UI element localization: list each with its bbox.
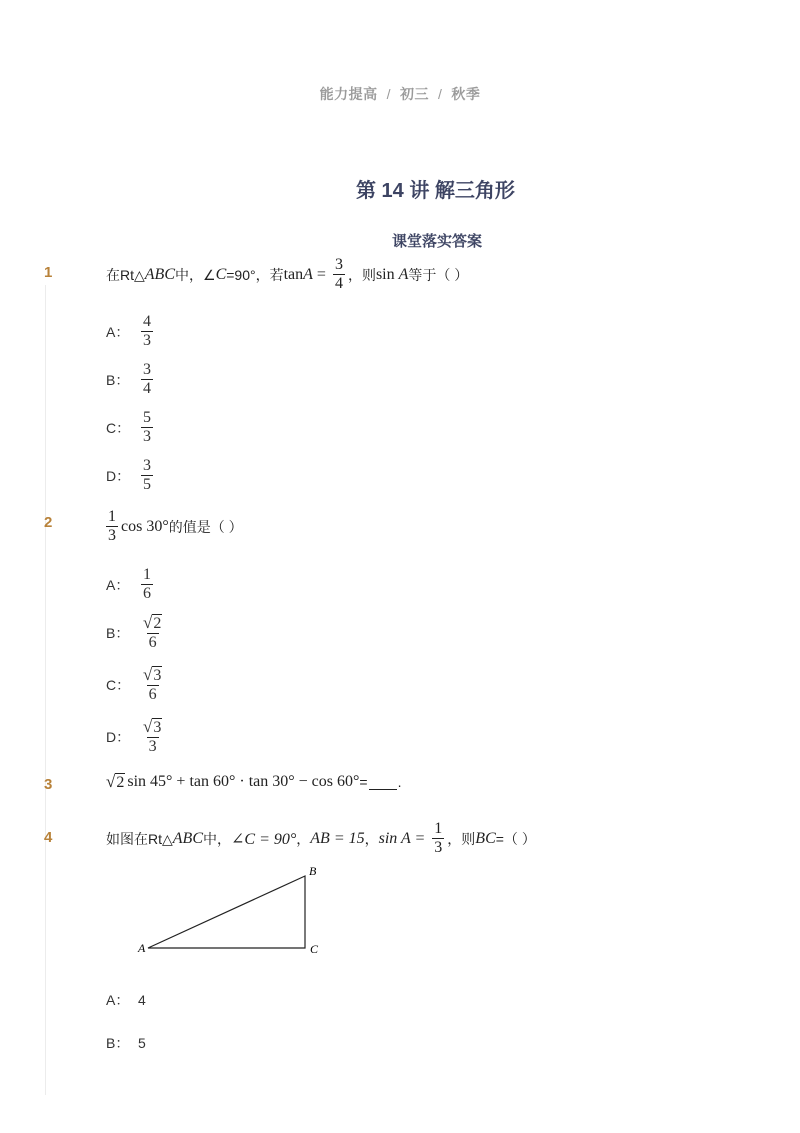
fraction (141, 566, 153, 603)
square-root: √ 2 (106, 772, 125, 791)
numerator: 1 (434, 820, 443, 837)
text-run: =90°，若 (226, 266, 284, 283)
fraction (141, 313, 153, 350)
math-expr: AB = 15 (310, 829, 365, 847)
denominator: 3 (148, 738, 157, 755)
option-label: D： (106, 729, 131, 745)
text-run: . (397, 774, 402, 790)
question-text (106, 773, 401, 791)
denominator: 6 (148, 634, 157, 651)
breadcrumb-item: 能力提高 (319, 86, 378, 102)
option-label: B： (106, 625, 130, 641)
answer-option[interactable] (106, 566, 156, 603)
math-fn: sin (375, 265, 399, 283)
square-root: √ 3 (143, 717, 162, 736)
fraction (333, 256, 345, 293)
denominator: 3 (108, 527, 116, 544)
numerator: 1 (143, 566, 151, 583)
fraction (106, 508, 118, 545)
square-root: √ 2 (143, 613, 162, 632)
fraction (141, 457, 153, 494)
math-expr: ∠C = 90° (231, 830, 297, 848)
text-run: =（ ） (495, 830, 536, 847)
text-run: 如图在Rt△ (106, 830, 173, 847)
numerator (141, 614, 164, 633)
option-label: A： (106, 992, 130, 1008)
denominator: 6 (143, 585, 151, 602)
option-label: B： (106, 1035, 130, 1051)
math-fn: tan (283, 265, 304, 283)
fraction (141, 361, 153, 398)
denominator: 3 (434, 839, 443, 856)
radicand: 3 (153, 719, 162, 736)
numerator: 1 (108, 508, 116, 525)
text-run: 的值是（ ） (168, 518, 243, 535)
text-run: 在Rt△ (106, 266, 145, 283)
answer-option[interactable] (106, 666, 167, 704)
fraction (141, 614, 164, 652)
fraction (141, 666, 164, 704)
text-run: 中， (203, 830, 231, 847)
option-value: 4 (138, 992, 146, 1008)
denominator: 4 (334, 275, 343, 292)
vertex-label-c: C (310, 942, 319, 956)
denominator: 6 (148, 686, 157, 703)
question-text (106, 820, 536, 857)
denominator: 3 (143, 332, 151, 349)
question-number: 3 (44, 776, 53, 793)
text-run: = (359, 774, 368, 790)
math-var: A (398, 265, 409, 283)
answer-option[interactable] (106, 718, 167, 756)
square-root: √ 3 (143, 665, 162, 684)
math-var: BC (475, 829, 496, 847)
triangle-shape (148, 876, 305, 948)
option-label: A： (106, 323, 130, 340)
triangle-figure (130, 860, 330, 960)
option-label: A： (106, 576, 130, 593)
option-label: C： (106, 419, 131, 436)
page-title: 第 14 讲 解三角形 (356, 180, 515, 202)
numerator: 3 (334, 256, 343, 273)
radicand: 2 (116, 774, 125, 791)
answer-option[interactable] (106, 990, 146, 1010)
answer-option[interactable] (106, 313, 156, 350)
fraction (432, 820, 444, 857)
denominator: 3 (143, 428, 151, 445)
question-number: 4 (44, 829, 53, 846)
answer-option[interactable] (106, 1033, 146, 1053)
vertex-label-a: A (138, 941, 146, 955)
breadcrumb-separator: / (438, 86, 443, 102)
math-expr: cos 30° (121, 517, 169, 535)
answer-blank[interactable] (369, 775, 397, 790)
math-expr: sin 45° + tan 60° · tan 30° − cos 60° (127, 773, 360, 790)
text-run: ，则 (447, 830, 476, 847)
breadcrumb-item: 初三 (400, 86, 429, 102)
radicand: 3 (153, 667, 162, 684)
text-run: ， (296, 830, 311, 847)
fraction (141, 718, 164, 756)
denominator: 4 (143, 380, 151, 397)
text-run: 等于（ ） (408, 266, 469, 283)
option-label: C： (106, 677, 131, 693)
math-var: C (215, 265, 227, 283)
text-run: ， (364, 830, 379, 847)
math-op: = (312, 265, 330, 283)
math-var: A (303, 265, 313, 283)
question-text (106, 508, 243, 545)
breadcrumb-separator: / (386, 86, 391, 102)
radicand: 2 (153, 615, 162, 632)
question-number: 1 (44, 264, 53, 281)
numerator: 3 (143, 361, 151, 378)
margin-divider (45, 285, 46, 1095)
text-run: 中，∠ (175, 266, 216, 283)
text-run: ，则 (347, 266, 376, 283)
answer-option[interactable] (106, 457, 156, 494)
page-subtitle: 课堂落实答案 (392, 233, 483, 250)
answer-option[interactable] (106, 614, 167, 652)
vertex-label-b: B (309, 864, 317, 878)
option-value: 5 (138, 1035, 146, 1051)
question-number: 2 (44, 514, 53, 531)
option-label: D： (106, 467, 131, 484)
breadcrumb (0, 84, 800, 104)
answer-option[interactable] (106, 409, 156, 446)
numerator: 4 (143, 313, 151, 330)
denominator: 5 (143, 476, 151, 493)
numerator (141, 666, 164, 685)
numerator: 3 (143, 457, 151, 474)
answer-option[interactable] (106, 361, 156, 398)
question-text (106, 256, 468, 293)
option-label: B： (106, 371, 130, 388)
math-var: ABC (144, 265, 175, 283)
fraction (141, 409, 153, 446)
math-expr: sin A = (378, 829, 430, 847)
breadcrumb-item: 秋季 (451, 86, 481, 102)
numerator (141, 718, 164, 737)
math-var: ABC (172, 829, 203, 847)
numerator: 5 (143, 409, 151, 426)
